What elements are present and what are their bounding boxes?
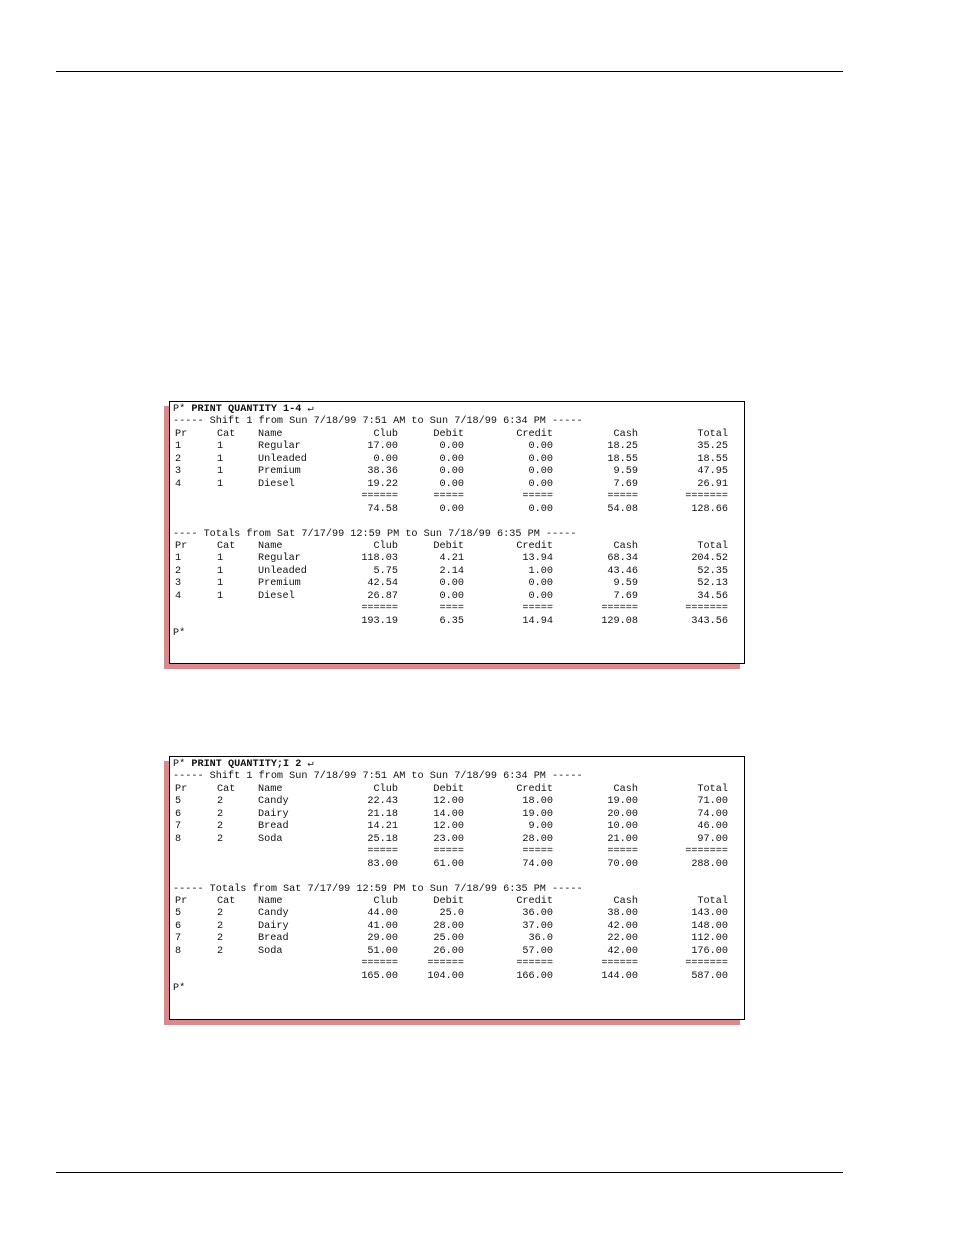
table-cell: 9.59 <box>613 578 638 590</box>
table-cell: 36.00 <box>522 908 553 920</box>
table-cell: 0.00 <box>439 453 464 465</box>
command-text: PRINT QUANTITY 1-4 <box>191 404 302 415</box>
table-cell: 12.00 <box>433 796 464 808</box>
table-cell: 36.0 <box>528 933 553 945</box>
table-cell: 1 <box>217 466 224 478</box>
column-header: Club <box>373 895 398 907</box>
table-cell: 26.00 <box>433 945 464 957</box>
separator: ======= <box>685 603 728 615</box>
table-cell: 19.00 <box>607 796 638 808</box>
column-header: Cash <box>613 428 638 440</box>
table-cell: 19.22 <box>367 478 398 490</box>
column-header: Debit <box>433 428 464 440</box>
sum-cell: 165.00 <box>361 970 398 982</box>
table-row <box>173 921 743 933</box>
sum-cell: 70.00 <box>607 858 638 870</box>
table-cell: 21.18 <box>367 808 398 820</box>
prompt-line: P* <box>173 983 186 995</box>
table-cell: 38.00 <box>607 908 638 920</box>
table-cell: 0.00 <box>528 590 553 602</box>
separator: ====== <box>601 958 638 970</box>
sum-cell: 6.35 <box>439 615 464 627</box>
sum-cell: 144.00 <box>601 970 638 982</box>
column-header: Name <box>258 895 283 907</box>
table-cell: 0.00 <box>439 466 464 478</box>
table-cell: 52.35 <box>697 565 728 577</box>
sum-cell: 587.00 <box>691 970 728 982</box>
table-cell: 68.34 <box>607 553 638 565</box>
top-rule <box>56 71 843 72</box>
separator: ===== <box>433 491 464 503</box>
table-cell: Diesel <box>258 590 295 602</box>
table-row <box>173 566 743 578</box>
table-cell: 1 <box>217 478 224 490</box>
totals-header: ----- Totals from Sat 7/17/99 12:59 PM to Sun 7/18/99 6:35 PM ----- <box>173 883 583 895</box>
column-header: Total <box>697 540 728 552</box>
sum-cell: 54.08 <box>607 503 638 515</box>
table-cell: 1 <box>217 453 224 465</box>
table-cell: 13.94 <box>522 553 553 565</box>
sum-cell: 128.66 <box>691 503 728 515</box>
table-cell: 8 <box>175 833 182 845</box>
column-header: Pr <box>175 895 188 907</box>
separator: ====== <box>516 958 553 970</box>
totals-column-headers <box>173 541 743 553</box>
table-row <box>173 578 743 590</box>
column-header: Debit <box>433 895 464 907</box>
column-header: Credit <box>516 895 553 907</box>
separator: ====== <box>361 491 398 503</box>
totals-column-headers <box>173 896 743 908</box>
shift-column-headers <box>173 429 743 441</box>
separator: ===== <box>433 846 464 858</box>
table-cell: 1 <box>217 441 224 453</box>
separator: ======= <box>685 491 728 503</box>
table-cell: 22.00 <box>607 933 638 945</box>
shift-sum-row <box>173 504 743 516</box>
terminal-output-print-quantity-i-2 <box>169 756 745 1020</box>
separator: ====== <box>361 958 398 970</box>
sum-cell: 83.00 <box>367 858 398 870</box>
table-cell: 2 <box>217 945 224 957</box>
table-cell: Candy <box>258 796 289 808</box>
table-cell: 51.00 <box>367 945 398 957</box>
table-cell: 2.14 <box>439 565 464 577</box>
sum-cell: 193.19 <box>361 615 398 627</box>
shift-column-headers <box>173 784 743 796</box>
column-header: Cat <box>217 540 236 552</box>
table-cell: 1 <box>217 590 224 602</box>
column-header: Club <box>373 540 398 552</box>
table-row <box>173 553 743 565</box>
table-cell: 44.00 <box>367 908 398 920</box>
table-cell: 0.00 <box>528 453 553 465</box>
table-row <box>173 908 743 920</box>
table-cell: 47.95 <box>697 466 728 478</box>
terminal-output-print-quantity-1-4 <box>169 401 745 664</box>
column-header: Credit <box>516 540 553 552</box>
table-cell: 28.00 <box>522 833 553 845</box>
table-cell: 1 <box>217 565 224 577</box>
table-cell: 7 <box>175 821 182 833</box>
prompt-prefix: P* <box>173 759 192 770</box>
table-cell: 148.00 <box>691 920 728 932</box>
table-cell: 18.55 <box>607 453 638 465</box>
table-cell: 1.00 <box>528 565 553 577</box>
table-row <box>173 466 743 478</box>
table-cell: 143.00 <box>691 908 728 920</box>
command-line <box>173 404 743 416</box>
table-cell: 0.00 <box>373 453 398 465</box>
table-cell: 26.87 <box>367 590 398 602</box>
table-cell: 23.00 <box>433 833 464 845</box>
column-header: Debit <box>433 540 464 552</box>
totals-separator <box>173 603 743 615</box>
table-cell: Bread <box>258 821 289 833</box>
separator: ====== <box>601 603 638 615</box>
column-header: Total <box>697 895 728 907</box>
table-cell: 0.00 <box>439 478 464 490</box>
table-cell: 0.00 <box>528 441 553 453</box>
table-cell: 12.00 <box>433 821 464 833</box>
shift-separator <box>173 846 743 858</box>
separator: ===== <box>367 846 398 858</box>
table-cell: Unleaded <box>258 565 307 577</box>
table-cell: 71.00 <box>697 796 728 808</box>
table-cell: 7.69 <box>613 590 638 602</box>
table-cell: 3 <box>175 578 182 590</box>
table-cell: 118.03 <box>361 553 398 565</box>
separator: ===== <box>522 846 553 858</box>
table-cell: 2 <box>217 920 224 932</box>
column-header: Total <box>697 783 728 795</box>
sum-cell: 74.58 <box>367 503 398 515</box>
column-header: Total <box>697 428 728 440</box>
table-cell: 29.00 <box>367 933 398 945</box>
separator: ==== <box>439 603 464 615</box>
table-cell: 42.54 <box>367 578 398 590</box>
table-cell: 5 <box>175 908 182 920</box>
column-header: Pr <box>175 428 188 440</box>
column-header: Cat <box>217 783 236 795</box>
table-cell: 42.00 <box>607 945 638 957</box>
table-cell: 2 <box>175 565 182 577</box>
separator: ===== <box>522 603 553 615</box>
table-cell: 8 <box>175 945 182 957</box>
table-cell: 42.00 <box>607 920 638 932</box>
table-cell: Soda <box>258 945 283 957</box>
column-header: Cat <box>217 428 236 440</box>
column-header: Name <box>258 428 283 440</box>
table-cell: 1 <box>217 578 224 590</box>
column-header: Name <box>258 783 283 795</box>
shift-header: ----- Shift 1 from Sun 7/18/99 7:51 AM to Sun 7/18/99 6:34 PM ----- <box>173 771 583 783</box>
table-cell: 4 <box>175 590 182 602</box>
table-cell: 3 <box>175 466 182 478</box>
table-cell: 176.00 <box>691 945 728 957</box>
table-cell: 43.46 <box>607 565 638 577</box>
table-cell: Bread <box>258 933 289 945</box>
table-cell: 37.00 <box>522 920 553 932</box>
column-header: Credit <box>516 783 553 795</box>
table-cell: 10.00 <box>607 821 638 833</box>
table-cell: 112.00 <box>691 933 728 945</box>
separator: ====== <box>361 603 398 615</box>
table-cell: 18.55 <box>697 453 728 465</box>
totals-header: ---- Totals from Sat 7/17/99 12:59 PM to Sun 7/18/99 6:35 PM ----- <box>173 528 577 540</box>
table-cell: 2 <box>217 796 224 808</box>
sum-cell: 129.08 <box>601 615 638 627</box>
table-cell: 17.00 <box>367 441 398 453</box>
table-cell: 18.25 <box>607 441 638 453</box>
table-cell: 2 <box>175 453 182 465</box>
table-cell: 2 <box>217 908 224 920</box>
shift-separator <box>173 491 743 503</box>
table-cell: 25.18 <box>367 833 398 845</box>
column-header: Club <box>373 428 398 440</box>
table-cell: 0.00 <box>439 578 464 590</box>
table-cell: 2 <box>217 821 224 833</box>
enter-key-icon: ↵ <box>307 759 314 770</box>
bottom-rule <box>56 1172 843 1173</box>
table-row <box>173 834 743 846</box>
table-cell: Dairy <box>258 920 289 932</box>
table-cell: 0.00 <box>439 590 464 602</box>
column-header: Pr <box>175 783 188 795</box>
separator: ===== <box>522 491 553 503</box>
table-cell: 18.00 <box>522 796 553 808</box>
command-line <box>173 759 743 771</box>
table-cell: 2 <box>217 808 224 820</box>
shift-sum-row <box>173 859 743 871</box>
table-cell: 25.00 <box>433 933 464 945</box>
sum-cell: 74.00 <box>522 858 553 870</box>
table-cell: 4 <box>175 478 182 490</box>
column-header: Cash <box>613 540 638 552</box>
table-cell: 9.00 <box>528 821 553 833</box>
table-row <box>173 591 743 603</box>
table-cell: 7 <box>175 933 182 945</box>
column-header: Debit <box>433 783 464 795</box>
command-text: PRINT QUANTITY;I 2 <box>191 759 302 770</box>
column-header: Cat <box>217 895 236 907</box>
table-cell: Candy <box>258 908 289 920</box>
table-cell: 97.00 <box>697 833 728 845</box>
table-cell: Premium <box>258 466 301 478</box>
table-cell: 14.00 <box>433 808 464 820</box>
table-cell: 28.00 <box>433 920 464 932</box>
table-cell: 9.59 <box>613 466 638 478</box>
separator: ===== <box>607 846 638 858</box>
enter-key-icon: ↵ <box>307 404 314 415</box>
table-row <box>173 479 743 491</box>
column-header: Credit <box>516 428 553 440</box>
column-header: Club <box>373 783 398 795</box>
table-cell: 35.25 <box>697 441 728 453</box>
table-cell: Unleaded <box>258 453 307 465</box>
table-row <box>173 796 743 808</box>
sum-cell: 104.00 <box>427 970 464 982</box>
table-cell: Soda <box>258 833 283 845</box>
table-cell: 25.0 <box>439 908 464 920</box>
table-cell: Dairy <box>258 808 289 820</box>
table-cell: 5.75 <box>373 565 398 577</box>
column-header: Name <box>258 540 283 552</box>
table-cell: Regular <box>258 441 301 453</box>
table-cell: 46.00 <box>697 821 728 833</box>
table-cell: 1 <box>175 441 182 453</box>
table-cell: 0.00 <box>439 441 464 453</box>
table-cell: 0.00 <box>528 578 553 590</box>
table-cell: 7.69 <box>613 478 638 490</box>
shift-header: ----- Shift 1 from Sun 7/18/99 7:51 AM to Sun 7/18/99 6:34 PM ----- <box>173 416 583 428</box>
table-cell: 6 <box>175 808 182 820</box>
separator: ====== <box>427 958 464 970</box>
table-cell: 21.00 <box>607 833 638 845</box>
column-header: Cash <box>613 783 638 795</box>
table-cell: Premium <box>258 578 301 590</box>
table-cell: 4.21 <box>439 553 464 565</box>
table-cell: 5 <box>175 796 182 808</box>
totals-sum-row <box>173 971 743 983</box>
sum-cell: 288.00 <box>691 858 728 870</box>
separator: ===== <box>607 491 638 503</box>
sum-cell: 166.00 <box>516 970 553 982</box>
table-row <box>173 933 743 945</box>
prompt-prefix: P* <box>173 404 192 415</box>
totals-separator <box>173 958 743 970</box>
table-cell: 204.52 <box>691 553 728 565</box>
table-cell: 41.00 <box>367 920 398 932</box>
sum-cell: 0.00 <box>439 503 464 515</box>
table-cell: 0.00 <box>528 466 553 478</box>
sum-cell: 343.56 <box>691 615 728 627</box>
table-cell: 6 <box>175 920 182 932</box>
table-cell: 1 <box>175 553 182 565</box>
table-cell: 19.00 <box>522 808 553 820</box>
table-cell: 52.13 <box>697 578 728 590</box>
table-row <box>173 441 743 453</box>
table-cell: Diesel <box>258 478 295 490</box>
sum-cell: 14.94 <box>522 615 553 627</box>
table-cell: 14.21 <box>367 821 398 833</box>
table-row <box>173 809 743 821</box>
table-cell: Regular <box>258 553 301 565</box>
table-cell: 2 <box>217 933 224 945</box>
table-cell: 2 <box>217 833 224 845</box>
table-cell: 0.00 <box>528 478 553 490</box>
column-header: Pr <box>175 540 188 552</box>
table-cell: 38.36 <box>367 466 398 478</box>
table-cell: 1 <box>217 553 224 565</box>
table-row <box>173 454 743 466</box>
table-row <box>173 821 743 833</box>
table-cell: 34.56 <box>697 590 728 602</box>
table-cell: 26.91 <box>697 478 728 490</box>
totals-sum-row <box>173 616 743 628</box>
table-cell: 22.43 <box>367 796 398 808</box>
prompt-line: P* <box>173 628 186 640</box>
table-row <box>173 946 743 958</box>
table-cell: 57.00 <box>522 945 553 957</box>
separator: ======= <box>685 846 728 858</box>
sum-cell: 61.00 <box>433 858 464 870</box>
column-header: Cash <box>613 895 638 907</box>
sum-cell: 0.00 <box>528 503 553 515</box>
table-cell: 74.00 <box>697 808 728 820</box>
separator: ======= <box>685 958 728 970</box>
table-cell: 20.00 <box>607 808 638 820</box>
